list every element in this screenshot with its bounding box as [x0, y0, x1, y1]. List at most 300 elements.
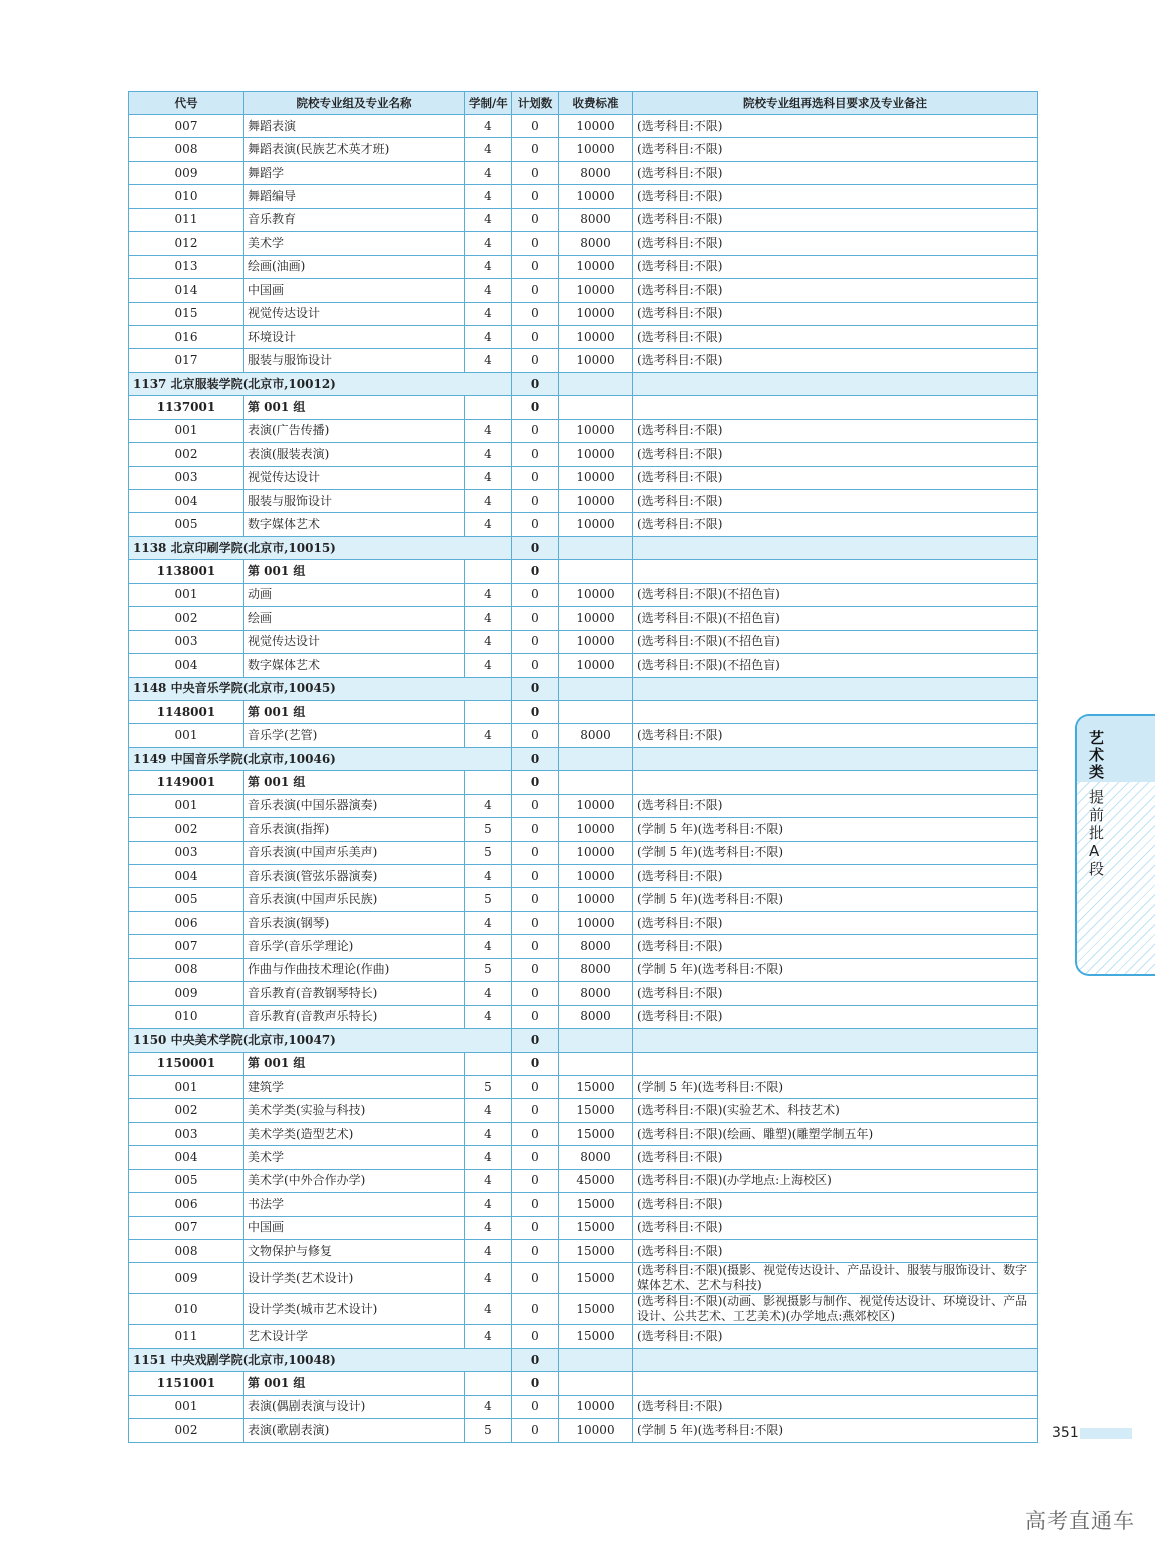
note-cell: (选考科目:不限)	[633, 513, 1038, 536]
code-cell: 002	[129, 607, 244, 630]
years-cell: 4	[465, 583, 512, 606]
name-cell: 绘画(油画)	[244, 255, 465, 278]
code-cell: 007	[129, 935, 244, 958]
major-row	[129, 1099, 1038, 1122]
years-cell: 4	[465, 1263, 512, 1294]
note-cell: (选考科目:不限)(不招色盲)	[633, 630, 1038, 653]
name-cell: 音乐表演(指挥)	[244, 818, 465, 841]
code-cell: 009	[129, 161, 244, 184]
name-cell: 文物保护与修复	[244, 1240, 465, 1263]
group-row	[129, 771, 1038, 794]
name-cell: 音乐学(音乐学理论)	[244, 935, 465, 958]
code-cell: 005	[129, 888, 244, 911]
years-cell: 4	[465, 1005, 512, 1028]
note-cell: (选考科目:不限)	[633, 865, 1038, 888]
years-cell: 4	[465, 1099, 512, 1122]
major-row	[129, 138, 1038, 161]
major-row	[129, 1240, 1038, 1263]
fee-cell: 10000	[559, 1395, 633, 1418]
school-row	[129, 747, 1038, 770]
name-cell: 舞蹈学	[244, 161, 465, 184]
major-row	[129, 1146, 1038, 1169]
major-row	[129, 1325, 1038, 1348]
fee-cell: 8000	[559, 935, 633, 958]
years-cell	[465, 560, 512, 583]
note-cell: (选考科目:不限)	[633, 325, 1038, 348]
note-cell: (选考科目:不限)	[633, 115, 1038, 138]
group-row	[129, 560, 1038, 583]
school-name-cell: 1150 中央美术学院(北京市,10047)	[129, 1029, 512, 1052]
years-cell: 5	[465, 888, 512, 911]
table-body	[129, 115, 1038, 1443]
page-number: 351	[1052, 1425, 1079, 1441]
plan-cell: 0	[512, 349, 559, 372]
note-cell: (选考科目:不限)	[633, 419, 1038, 442]
plan-cell: 0	[512, 279, 559, 302]
fee-cell: 15000	[559, 1240, 633, 1263]
fee-cell: 15000	[559, 1075, 633, 1098]
code-cell: 005	[129, 513, 244, 536]
fee-cell: 10000	[559, 325, 633, 348]
fee-cell: 10000	[559, 630, 633, 653]
note-cell: (选考科目:不限)	[633, 302, 1038, 325]
name-cell: 视觉传达设计	[244, 302, 465, 325]
plan-cell: 0	[512, 372, 559, 395]
years-cell: 4	[465, 1122, 512, 1145]
years-cell: 4	[465, 630, 512, 653]
code-cell: 003	[129, 841, 244, 864]
years-cell: 4	[465, 443, 512, 466]
plan-cell: 0	[512, 1122, 559, 1145]
years-cell: 4	[465, 607, 512, 630]
note-cell: (选考科目:不限)	[633, 208, 1038, 231]
name-cell: 美术学	[244, 232, 465, 255]
note-cell	[633, 1348, 1038, 1371]
header-years: 学制/年	[465, 92, 512, 115]
code-cell: 1137001	[129, 396, 244, 419]
note-cell: (选考科目:不限)	[633, 232, 1038, 255]
fee-cell	[559, 1372, 633, 1395]
note-cell: (选考科目:不限)	[633, 161, 1038, 184]
years-cell: 4	[465, 466, 512, 489]
years-cell: 4	[465, 279, 512, 302]
major-row	[129, 302, 1038, 325]
header-plan: 计划数	[512, 92, 559, 115]
fee-cell: 10000	[559, 349, 633, 372]
name-cell: 音乐表演(中国声乐民族)	[244, 888, 465, 911]
note-cell: (选考科目:不限)	[633, 1193, 1038, 1216]
code-cell: 002	[129, 1099, 244, 1122]
fee-cell: 10000	[559, 794, 633, 817]
name-cell: 艺术设计学	[244, 1325, 465, 1348]
code-cell: 002	[129, 1419, 244, 1442]
fee-cell: 15000	[559, 1325, 633, 1348]
note-cell: (选考科目:不限)	[633, 185, 1038, 208]
major-row	[129, 255, 1038, 278]
plan-cell: 0	[512, 1075, 559, 1098]
plan-cell: 0	[512, 1052, 559, 1075]
code-cell: 004	[129, 865, 244, 888]
code-cell: 002	[129, 443, 244, 466]
fee-cell	[559, 372, 633, 395]
major-row	[129, 185, 1038, 208]
note-cell: (选考科目:不限)(不招色盲)	[633, 583, 1038, 606]
major-row	[129, 325, 1038, 348]
fee-cell: 10000	[559, 466, 633, 489]
major-row	[129, 1395, 1038, 1418]
name-cell: 音乐表演(钢琴)	[244, 911, 465, 934]
plan-cell: 0	[512, 583, 559, 606]
plan-cell: 0	[512, 630, 559, 653]
years-cell: 4	[465, 302, 512, 325]
fee-cell: 10000	[559, 138, 633, 161]
note-cell	[633, 677, 1038, 700]
name-cell: 服装与服饰设计	[244, 490, 465, 513]
plan-cell: 0	[512, 607, 559, 630]
plan-cell: 0	[512, 1029, 559, 1052]
fee-cell: 10000	[559, 911, 633, 934]
code-cell: 001	[129, 419, 244, 442]
major-row	[129, 1419, 1038, 1442]
years-cell: 4	[465, 208, 512, 231]
code-cell: 002	[129, 818, 244, 841]
page-number-bar	[1080, 1428, 1132, 1439]
fee-cell	[559, 677, 633, 700]
note-cell	[633, 1372, 1038, 1395]
major-row	[129, 888, 1038, 911]
name-cell: 美术学	[244, 1146, 465, 1169]
note-cell: (学制 5 年)(选考科目:不限)	[633, 888, 1038, 911]
name-cell: 音乐表演(中国乐器演奏)	[244, 794, 465, 817]
years-cell: 4	[465, 911, 512, 934]
major-row	[129, 232, 1038, 255]
note-cell: (选考科目:不限)	[633, 1395, 1038, 1418]
note-cell: (选考科目:不限)	[633, 794, 1038, 817]
code-cell: 014	[129, 279, 244, 302]
major-row	[129, 935, 1038, 958]
years-cell: 4	[465, 419, 512, 442]
major-row	[129, 443, 1038, 466]
code-cell: 008	[129, 138, 244, 161]
fee-cell: 8000	[559, 1005, 633, 1028]
years-cell: 4	[465, 1146, 512, 1169]
years-cell: 4	[465, 161, 512, 184]
fee-cell: 10000	[559, 443, 633, 466]
code-cell: 1151001	[129, 1372, 244, 1395]
note-cell: (学制 5 年)(选考科目:不限)	[633, 841, 1038, 864]
fee-cell: 10000	[559, 279, 633, 302]
side-tab-category: 艺术类	[1089, 729, 1105, 781]
note-cell: (选考科目:不限)	[633, 279, 1038, 302]
code-cell: 007	[129, 1216, 244, 1239]
school-row	[129, 1029, 1038, 1052]
code-cell: 001	[129, 583, 244, 606]
fee-cell: 8000	[559, 958, 633, 981]
years-cell: 4	[465, 935, 512, 958]
fee-cell: 15000	[559, 1216, 633, 1239]
note-cell: (选考科目:不限)	[633, 443, 1038, 466]
code-cell: 1148001	[129, 700, 244, 723]
school-name-cell: 1148 中央音乐学院(北京市,10045)	[129, 677, 512, 700]
name-cell: 舞蹈表演(民族艺术英才班)	[244, 138, 465, 161]
code-cell: 013	[129, 255, 244, 278]
name-cell: 视觉传达设计	[244, 630, 465, 653]
major-row	[129, 911, 1038, 934]
plan-cell: 0	[512, 1263, 559, 1294]
note-cell: (学制 5 年)(选考科目:不限)	[633, 958, 1038, 981]
plan-cell: 0	[512, 1325, 559, 1348]
note-cell	[633, 396, 1038, 419]
fee-cell: 10000	[559, 607, 633, 630]
section-side-tab	[1075, 714, 1155, 976]
major-row	[129, 490, 1038, 513]
note-cell	[633, 1029, 1038, 1052]
code-cell: 007	[129, 115, 244, 138]
major-row	[129, 865, 1038, 888]
years-cell	[465, 1052, 512, 1075]
years-cell: 4	[465, 1325, 512, 1348]
years-cell: 4	[465, 1294, 512, 1325]
name-cell: 音乐表演(中国声乐美声)	[244, 841, 465, 864]
name-cell: 设计学类(艺术设计)	[244, 1263, 465, 1294]
group-row	[129, 396, 1038, 419]
school-name-cell: 1138 北京印刷学院(北京市,10015)	[129, 536, 512, 559]
code-cell: 001	[129, 1075, 244, 1098]
fee-cell: 10000	[559, 841, 633, 864]
plan-cell: 0	[512, 325, 559, 348]
code-cell: 008	[129, 1240, 244, 1263]
years-cell: 4	[465, 138, 512, 161]
years-cell: 4	[465, 232, 512, 255]
fee-cell	[559, 1029, 633, 1052]
fee-cell	[559, 536, 633, 559]
years-cell: 5	[465, 841, 512, 864]
fee-cell: 10000	[559, 513, 633, 536]
name-cell: 第 001 组	[244, 700, 465, 723]
group-row	[129, 1052, 1038, 1075]
fee-cell	[559, 700, 633, 723]
name-cell: 舞蹈表演	[244, 115, 465, 138]
major-row	[129, 1294, 1038, 1325]
major-row	[129, 654, 1038, 677]
note-cell: (选考科目:不限)	[633, 466, 1038, 489]
plan-cell: 0	[512, 138, 559, 161]
note-cell: (选考科目:不限)(不招色盲)	[633, 654, 1038, 677]
header-name: 院校专业组及专业名称	[244, 92, 465, 115]
note-cell: (选考科目:不限)	[633, 911, 1038, 934]
major-row	[129, 583, 1038, 606]
fee-cell: 8000	[559, 232, 633, 255]
note-cell: (选考科目:不限)	[633, 138, 1038, 161]
name-cell: 数字媒体艺术	[244, 654, 465, 677]
note-cell: (选考科目:不限)	[633, 1240, 1038, 1263]
note-cell: (选考科目:不限)	[633, 982, 1038, 1005]
fee-cell: 15000	[559, 1294, 633, 1325]
fee-cell: 10000	[559, 583, 633, 606]
code-cell: 017	[129, 349, 244, 372]
header-fee: 收费标准	[559, 92, 633, 115]
major-row	[129, 1005, 1038, 1028]
plan-cell: 0	[512, 115, 559, 138]
name-cell: 绘画	[244, 607, 465, 630]
name-cell: 音乐表演(管弦乐器演奏)	[244, 865, 465, 888]
fee-cell: 10000	[559, 888, 633, 911]
years-cell: 4	[465, 513, 512, 536]
major-row	[129, 841, 1038, 864]
plan-cell: 0	[512, 794, 559, 817]
fee-cell: 10000	[559, 419, 633, 442]
major-row	[129, 630, 1038, 653]
years-cell: 4	[465, 865, 512, 888]
note-cell	[633, 536, 1038, 559]
code-cell: 1150001	[129, 1052, 244, 1075]
name-cell: 美术学类(造型艺术)	[244, 1122, 465, 1145]
plan-cell: 0	[512, 982, 559, 1005]
fee-cell: 10000	[559, 1419, 633, 1442]
note-cell: (选考科目:不限)	[633, 724, 1038, 747]
fee-cell: 15000	[559, 1099, 633, 1122]
plan-cell: 0	[512, 396, 559, 419]
name-cell: 服装与服饰设计	[244, 349, 465, 372]
plan-cell: 0	[512, 490, 559, 513]
school-name-cell: 1151 中央戏剧学院(北京市,10048)	[129, 1348, 512, 1371]
code-cell: 001	[129, 724, 244, 747]
code-cell: 006	[129, 911, 244, 934]
code-cell: 008	[129, 958, 244, 981]
name-cell: 设计学类(城市艺术设计)	[244, 1294, 465, 1325]
side-tab-batch: 提前批A段	[1089, 788, 1105, 878]
major-row	[129, 724, 1038, 747]
school-name-cell: 1149 中国音乐学院(北京市,10046)	[129, 747, 512, 770]
school-row	[129, 677, 1038, 700]
fee-cell: 10000	[559, 255, 633, 278]
plan-cell: 0	[512, 560, 559, 583]
note-cell: (选考科目:不限)(绘画、雕塑)(雕塑学制五年)	[633, 1122, 1038, 1145]
years-cell: 4	[465, 1193, 512, 1216]
fee-cell	[559, 1052, 633, 1075]
code-cell: 001	[129, 794, 244, 817]
name-cell: 数字媒体艺术	[244, 513, 465, 536]
note-cell: (学制 5 年)(选考科目:不限)	[633, 818, 1038, 841]
name-cell: 动画	[244, 583, 465, 606]
note-cell	[633, 560, 1038, 583]
note-cell: (学制 5 年)(选考科目:不限)	[633, 1075, 1038, 1098]
major-row	[129, 161, 1038, 184]
years-cell: 4	[465, 1240, 512, 1263]
plan-cell: 0	[512, 841, 559, 864]
name-cell: 音乐教育(音教声乐特长)	[244, 1005, 465, 1028]
note-cell: (选考科目:不限)(实验艺术、科技艺术)	[633, 1099, 1038, 1122]
fee-cell: 8000	[559, 161, 633, 184]
note-cell: (选考科目:不限)(动画、影视摄影与制作、视觉传达设计、环境设计、产品设计、公共艺术、工艺美术)(办学地点:燕郊校区)	[633, 1294, 1038, 1325]
plan-cell: 0	[512, 1294, 559, 1325]
major-row	[129, 1193, 1038, 1216]
years-cell	[465, 700, 512, 723]
code-cell: 012	[129, 232, 244, 255]
plan-cell: 0	[512, 724, 559, 747]
years-cell: 5	[465, 818, 512, 841]
plan-cell: 0	[512, 443, 559, 466]
watermark-text: 高考直通车	[1025, 1509, 1135, 1533]
code-cell: 010	[129, 185, 244, 208]
plan-cell: 0	[512, 1372, 559, 1395]
plan-cell: 0	[512, 1193, 559, 1216]
name-cell: 第 001 组	[244, 560, 465, 583]
plan-cell: 0	[512, 1099, 559, 1122]
name-cell: 音乐教育(音教钢琴特长)	[244, 982, 465, 1005]
major-row	[129, 1122, 1038, 1145]
note-cell: (选考科目:不限)	[633, 490, 1038, 513]
code-cell: 009	[129, 982, 244, 1005]
name-cell: 第 001 组	[244, 1052, 465, 1075]
plan-cell: 0	[512, 1005, 559, 1028]
plan-cell: 0	[512, 700, 559, 723]
note-cell	[633, 771, 1038, 794]
years-cell: 4	[465, 115, 512, 138]
name-cell: 建筑学	[244, 1075, 465, 1098]
note-cell	[633, 372, 1038, 395]
plan-cell: 0	[512, 1146, 559, 1169]
name-cell: 表演(服装表演)	[244, 443, 465, 466]
major-row	[129, 115, 1038, 138]
years-cell: 4	[465, 724, 512, 747]
plan-cell: 0	[512, 654, 559, 677]
note-cell	[633, 700, 1038, 723]
code-cell: 1149001	[129, 771, 244, 794]
code-cell: 1138001	[129, 560, 244, 583]
fee-cell: 10000	[559, 818, 633, 841]
note-cell: (选考科目:不限)(不招色盲)	[633, 607, 1038, 630]
school-row	[129, 1348, 1038, 1371]
note-cell: (选考科目:不限)(摄影、视觉传达设计、产品设计、服装与服饰设计、数字媒体艺术、艺术与科技)	[633, 1263, 1038, 1294]
fee-cell: 15000	[559, 1122, 633, 1145]
years-cell: 5	[465, 958, 512, 981]
code-cell: 010	[129, 1294, 244, 1325]
code-cell: 009	[129, 1263, 244, 1294]
years-cell: 4	[465, 325, 512, 348]
fee-cell: 10000	[559, 490, 633, 513]
major-row	[129, 794, 1038, 817]
major-row	[129, 513, 1038, 536]
name-cell: 舞蹈编导	[244, 185, 465, 208]
note-cell	[633, 747, 1038, 770]
major-row	[129, 982, 1038, 1005]
note-cell: (选考科目:不限)(办学地点:上海校区)	[633, 1169, 1038, 1192]
plan-cell: 0	[512, 255, 559, 278]
name-cell: 中国画	[244, 279, 465, 302]
years-cell: 4	[465, 794, 512, 817]
fee-cell: 10000	[559, 654, 633, 677]
school-name-cell: 1137 北京服装学院(北京市,10012)	[129, 372, 512, 395]
years-cell	[465, 771, 512, 794]
note-cell: (学制 5 年)(选考科目:不限)	[633, 1419, 1038, 1442]
fee-cell: 10000	[559, 302, 633, 325]
major-row	[129, 208, 1038, 231]
code-cell: 004	[129, 1146, 244, 1169]
name-cell: 表演(偶剧表演与设计)	[244, 1395, 465, 1418]
fee-cell: 8000	[559, 1146, 633, 1169]
plan-cell: 0	[512, 677, 559, 700]
name-cell: 第 001 组	[244, 1372, 465, 1395]
years-cell: 4	[465, 1216, 512, 1239]
fee-cell	[559, 771, 633, 794]
plan-cell: 0	[512, 419, 559, 442]
note-cell: (选考科目:不限)	[633, 349, 1038, 372]
plan-cell: 0	[512, 935, 559, 958]
header-note: 院校专业组再选科目要求及专业备注	[633, 92, 1038, 115]
plan-cell: 0	[512, 1419, 559, 1442]
code-cell: 005	[129, 1169, 244, 1192]
